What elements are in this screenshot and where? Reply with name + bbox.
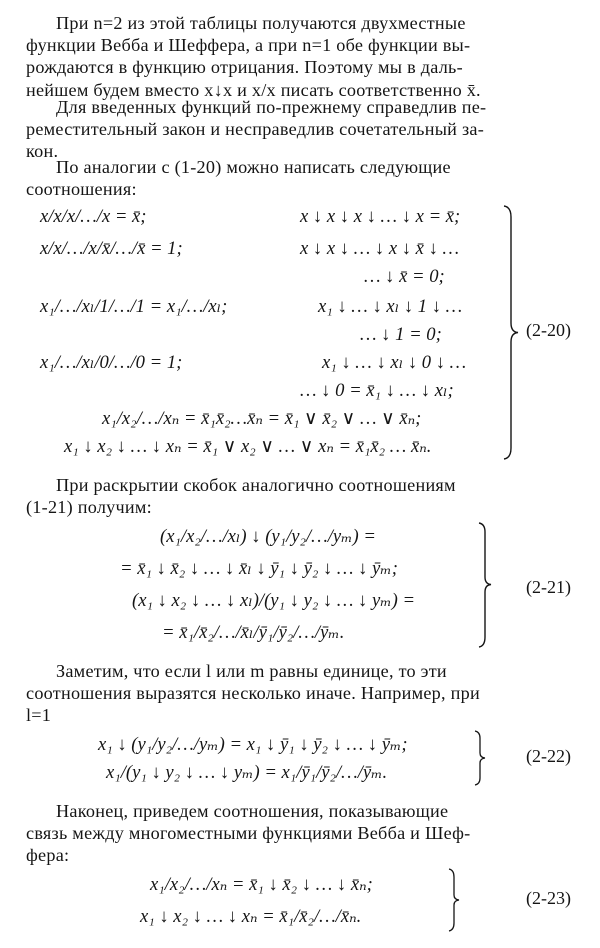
formula-row: x₁ ↓ x₂ ↓ … ↓ xₙ = x̄₁/x̄₂/…/x̄ₙ. (140, 906, 362, 927)
formula-row: … ↓ 1 = 0; (360, 324, 442, 345)
text-line: Для введенных функций по-прежнему справедлив пе- (56, 97, 487, 117)
formula-row: x₁/(y₁ ↓ y₂ ↓ … ↓ yₘ) = x₁/ȳ₁/ȳ₂/…/ȳₘ. (106, 762, 388, 783)
equation-number: (2-21) (526, 577, 571, 597)
equation-number: (2-23) (526, 888, 571, 908)
formula-row: … ↓ 0 = x̄₁ ↓ … ↓ xₗ; (300, 380, 454, 401)
formula-row: = x̄₁/x̄₂/…/x̄ₗ/ȳ₁/ȳ₂/…/ȳₘ. (162, 622, 345, 643)
formula-row: x₁ ↓ x₂ ↓ … ↓ xₙ = x̄₁ ∨ x₂ ∨ … ∨ xₙ = x̄₁x̄₂ … x̄ₙ. (64, 436, 432, 457)
formula-row: x₁/…/xₗ/0/…/0 = 1; (40, 352, 183, 373)
paragraph-6 (26, 800, 582, 867)
formula-row: x₁/…/xₗ/1/…/1 = x₁/…/xₗ; (40, 296, 228, 317)
text-line: Наконец, приведем соотношения, показывающие (56, 801, 449, 821)
text-line: кон. (26, 141, 59, 162)
formula-row: = x̄₁ ↓ x̄₂ ↓ … ↓ x̄ₗ ↓ ȳ₁ ↓ ȳ₂ ↓ … ↓ ȳₘ; (120, 558, 398, 579)
formula-row: (x₁/x₂/…/xₗ) ↓ (y₁/y₂/…/yₘ) = (160, 526, 376, 547)
text-line: По аналогии с (1-20) можно написать следующие (56, 157, 451, 177)
paragraph-2 (26, 96, 582, 163)
formula-row: x ↓ x ↓ … ↓ x ↓ x̄ ↓ … (300, 238, 460, 259)
text-line: реместительный закон и несправедлив сочетательный за- (26, 119, 485, 140)
right-brace (503, 205, 519, 460)
paragraph-3 (26, 156, 582, 200)
text-line: связь между многоместными функциями Вебба и Шеф- (26, 823, 471, 844)
equation-number: (2-20) (526, 320, 571, 340)
text-line: нейшем будем вместо x↓x и x/x писать соответственно x̄. (26, 79, 481, 100)
text-line: фера: (26, 845, 70, 866)
right-brace (478, 522, 492, 648)
text-line: соотношения выразятся несколько иначе. Например, при (26, 683, 480, 704)
paragraph-1 (26, 12, 582, 101)
formula-row: x₁ ↓ (y₁/y₂/…/yₘ) = x₁ ↓ ȳ₁ ↓ ȳ₂ ↓ … ↓ ȳₘ; (98, 734, 408, 755)
text-line: (1-21) получим: (26, 497, 152, 518)
paragraph-4 (26, 474, 582, 518)
text-line: функции Вебба и Шеффера, а при n=1 обе функции вы- (26, 35, 471, 56)
equation-number: (2-22) (526, 746, 571, 766)
paragraph-5 (26, 660, 582, 727)
formula-row: x₁ ↓ … ↓ xₗ ↓ 1 ↓ … (318, 296, 463, 317)
formula-row: … ↓ x̄ = 0; (364, 266, 445, 287)
formula-row: x ↓ x ↓ x ↓ … ↓ x = x̄; (300, 206, 461, 227)
text-line: соотношения: (26, 179, 137, 200)
formula-row: x/x/x/…/x = x̄; (40, 206, 147, 227)
text-line: рождаются в функцию отрицания. Поэтому мы в даль- (26, 57, 463, 78)
formula-row: x/x/…/x/x̄/…/x̄ = 1; (40, 238, 183, 259)
text-line: При раскрытии скобок аналогично соотношениям (56, 475, 456, 495)
formula-row: x₁/x₂/…/xₙ = x̄₁x̄₂…x̄ₙ = x̄₁ ∨ x̄₂ ∨ … ∨ x̄ₙ; (102, 408, 422, 429)
formula-row: x₁ ↓ … ↓ xₗ ↓ 0 ↓ … (322, 352, 467, 373)
right-brace (474, 730, 486, 786)
right-brace (448, 868, 460, 932)
text-line: l=1 (26, 705, 52, 726)
text-line: При n=2 из этой таблицы получаются двухместные (56, 13, 466, 33)
formula-row: x₁/x₂/…/xₙ = x̄₁ ↓ x̄₂ ↓ … ↓ x̄ₙ; (150, 874, 373, 895)
formula-row: (x₁ ↓ x₂ ↓ … ↓ xₗ)/(y₁ ↓ y₂ ↓ … ↓ yₘ) = (132, 590, 416, 611)
text-line: Заметим, что если l или m равны единице, то эти (56, 661, 447, 681)
